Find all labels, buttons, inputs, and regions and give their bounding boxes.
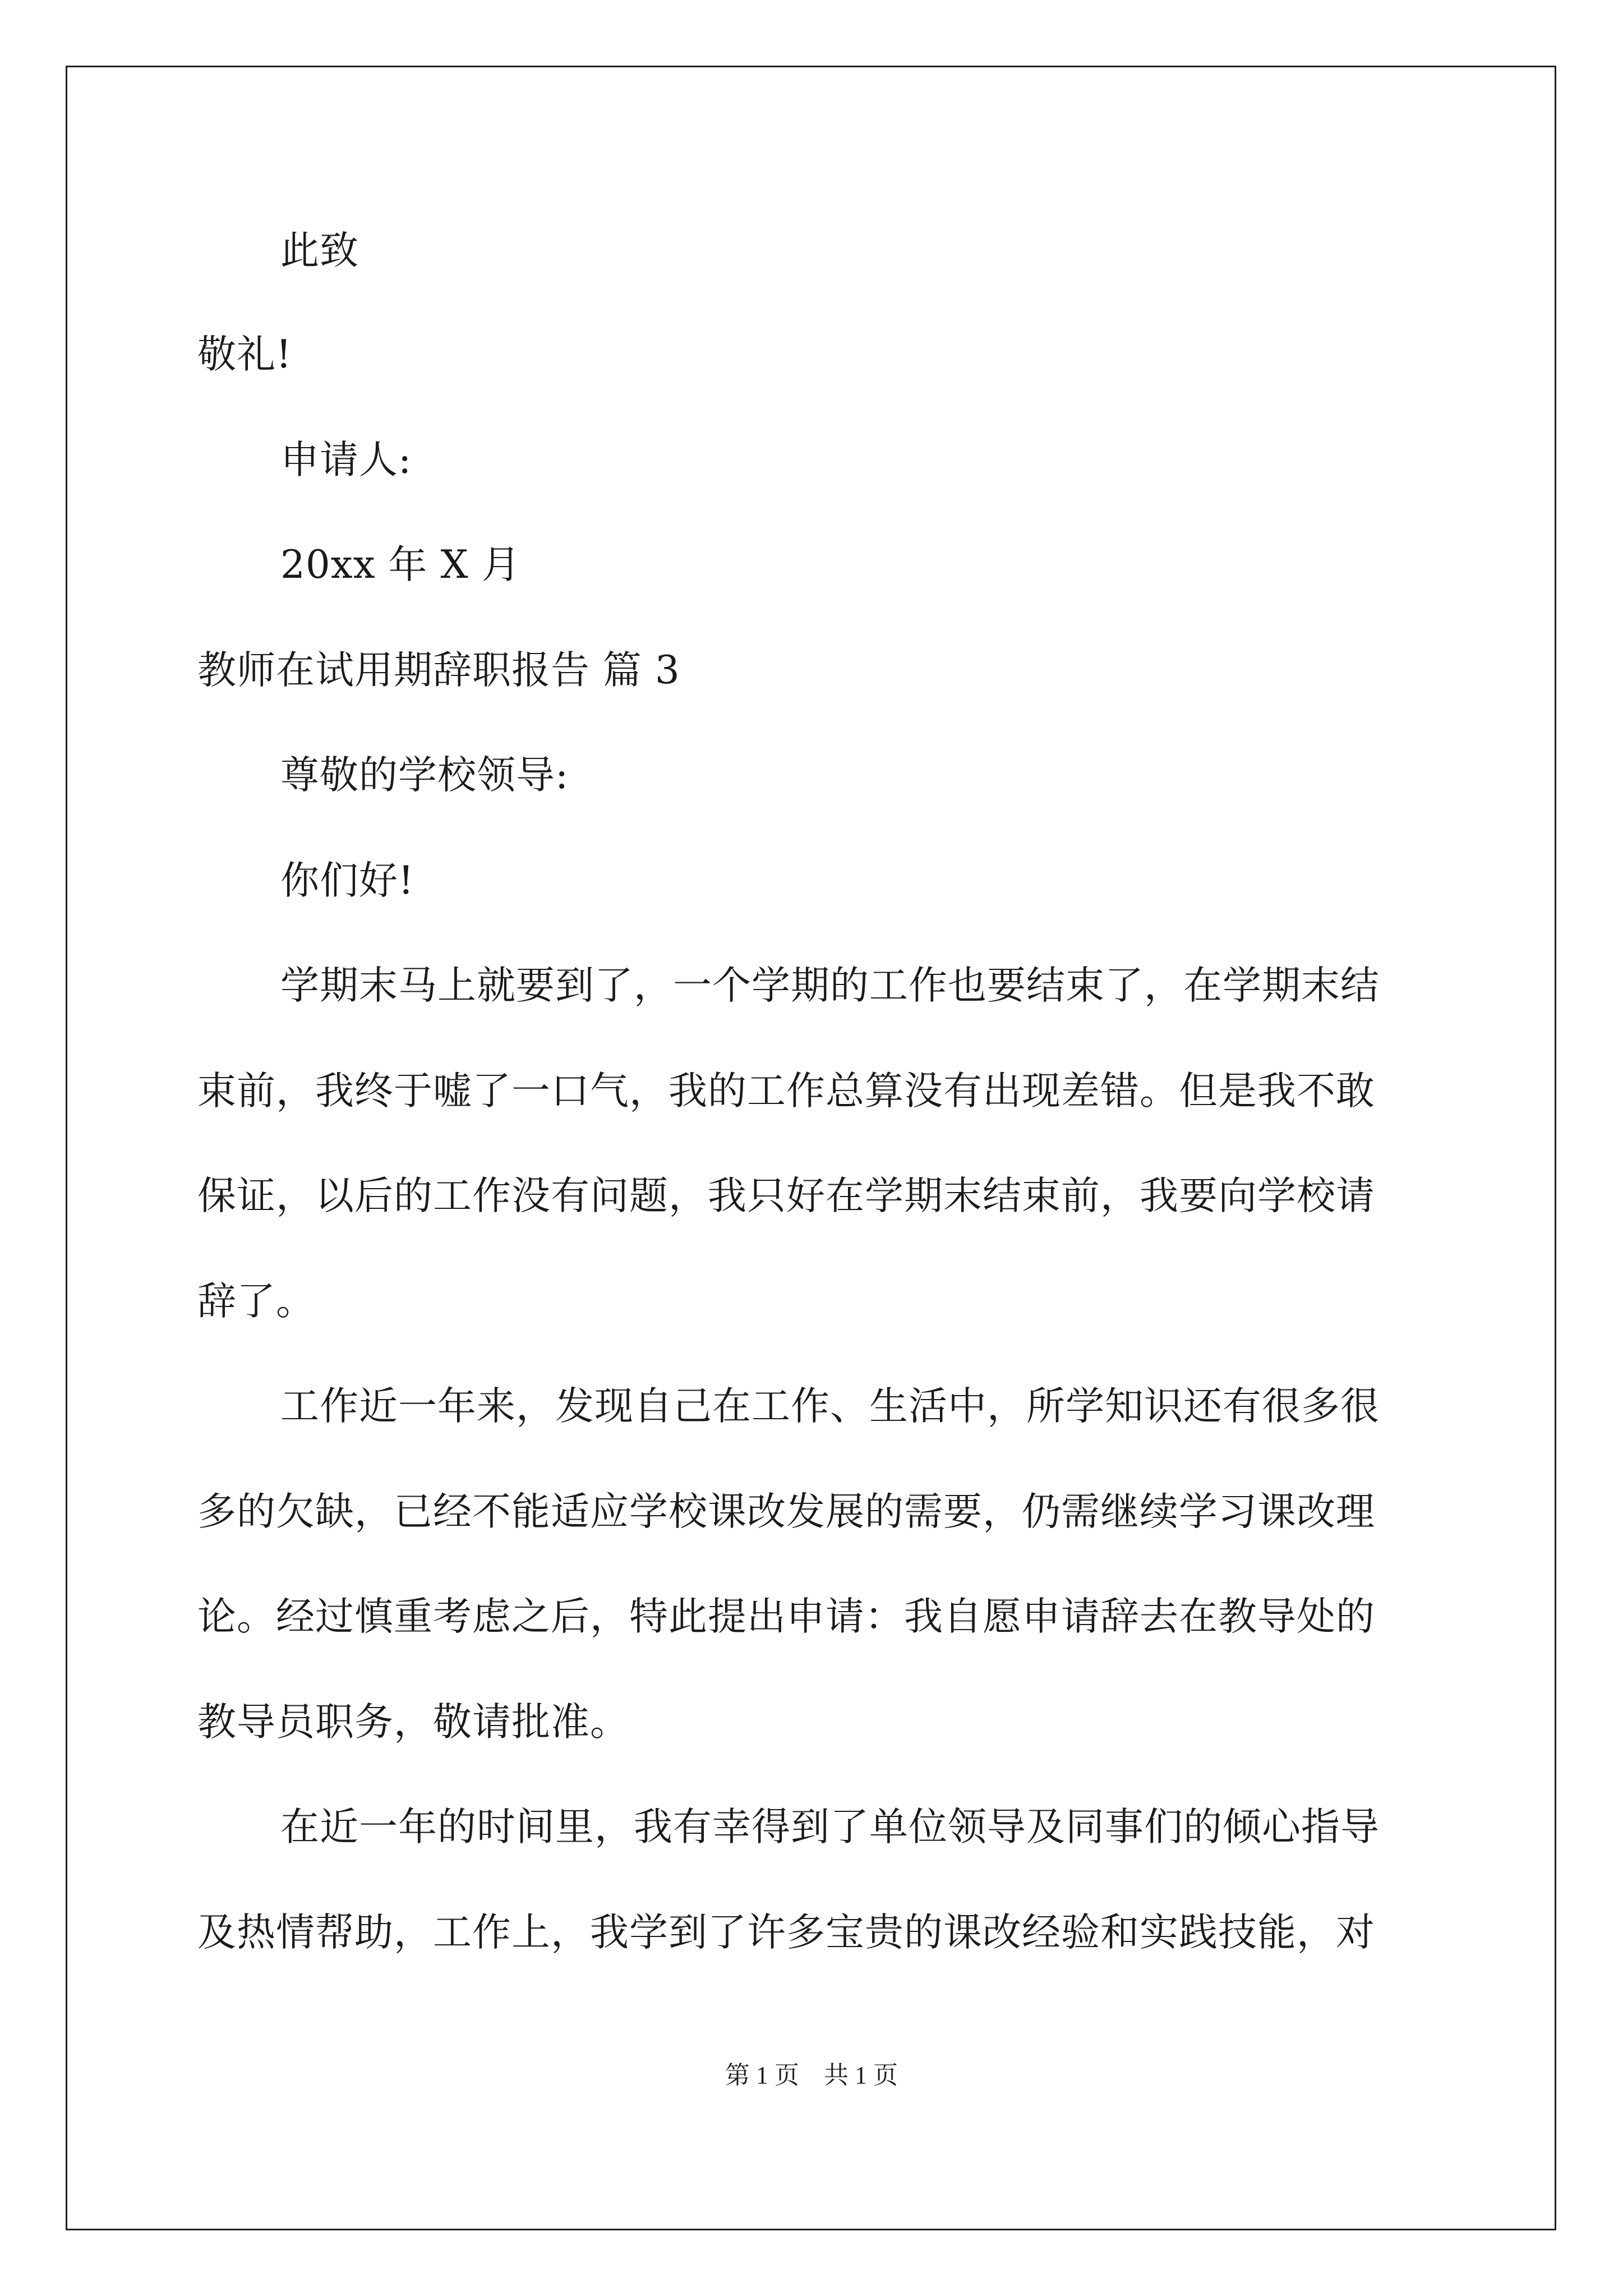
paragraph-line: 工作近一年来，发现自己在工作、生活中，所学知识还有很多很 [280, 1384, 1380, 1429]
paragraph-line: 辞了。 [197, 1279, 315, 1324]
salutation-line: 敬礼! [197, 332, 292, 377]
applicant-line: 申请人: [280, 438, 412, 482]
paragraph-line: 束前，我终于嘘了一口气，我的工作总算没有出现差错。但是我不敢 [197, 1069, 1375, 1114]
paragraph-line: 在近一年的时间里，我有幸得到了单位领导及同事们的倾心指导 [280, 1805, 1380, 1849]
hello-line: 你们好! [280, 858, 414, 903]
date-line: 20xx 年 X 月 [280, 542, 521, 587]
page-number-footer: 第 1 页 共 1 页 [725, 2062, 898, 2089]
greeting-line: 尊敬的学校领导: [280, 753, 569, 798]
paragraph-line: 及热情帮助，工作上，我学到了许多宝贵的课改经验和实践技能，对 [197, 1910, 1375, 1955]
paragraph-line: 论。经过慎重考虑之后，特此提出申请：我自愿申请辞去在教导处的 [197, 1594, 1375, 1639]
paragraph-line: 教导员职务，敬请批准。 [197, 1700, 629, 1745]
closing-line: 此致 [280, 228, 359, 273]
section-heading: 教师在试用期辞职报告 篇 3 [197, 648, 680, 693]
paragraph-line: 多的欠缺，已经不能适应学校课改发展的需要，仍需继续学习课改理 [197, 1489, 1375, 1534]
paragraph-line: 学期末马上就要到了，一个学期的工作也要结束了，在学期末结 [280, 963, 1380, 1008]
paragraph-line: 保证，以后的工作没有问题，我只好在学期末结束前，我要向学校请 [197, 1174, 1375, 1218]
